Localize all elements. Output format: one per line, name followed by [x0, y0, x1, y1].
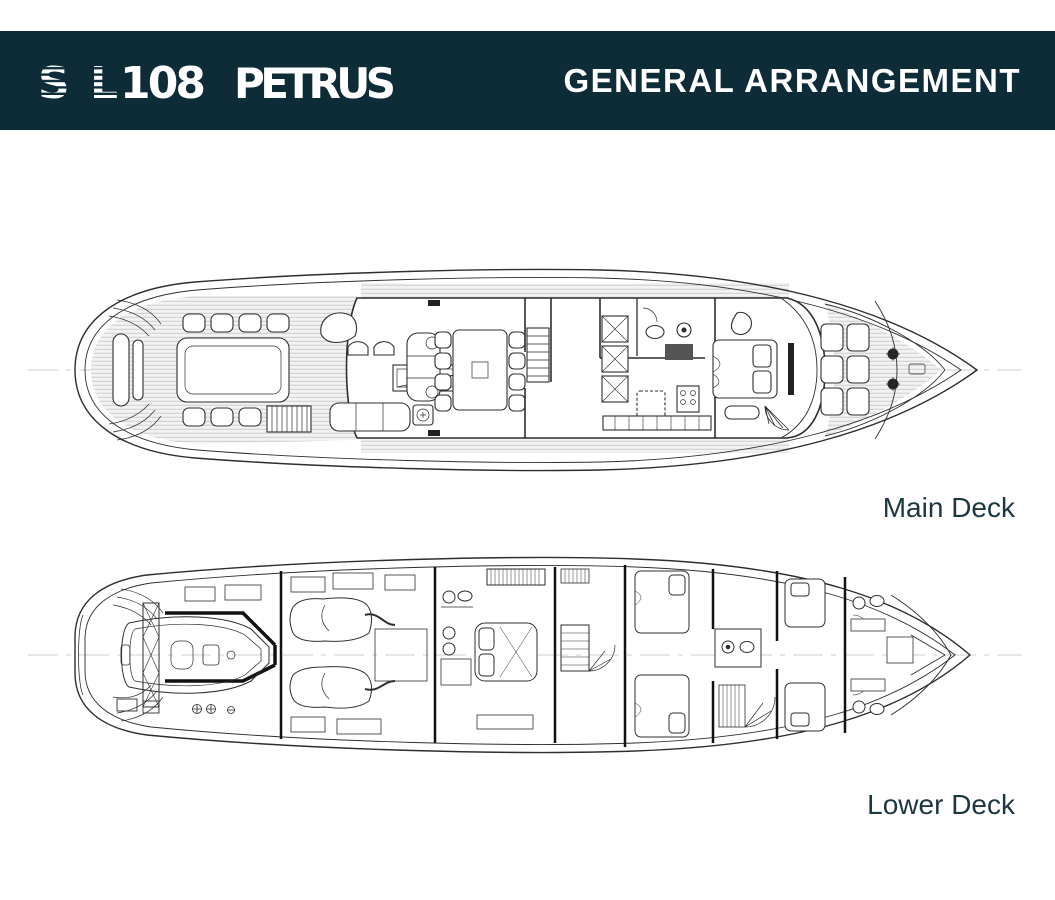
lower-deck-plan — [25, 541, 1025, 769]
galley-stove — [677, 386, 699, 412]
vip-cabin — [441, 569, 545, 729]
pantry-cabinets — [602, 316, 628, 402]
owner-headboard-cabinet — [788, 343, 794, 395]
main-deck-drawing — [25, 256, 1025, 484]
lower-deck-label: Lower Deck — [867, 789, 1015, 820]
capstans — [192, 704, 235, 714]
tender-garage — [121, 585, 275, 714]
vip-wardrobe — [487, 569, 545, 585]
page-title: GENERAL ARRANGEMENT — [563, 62, 1021, 99]
transom-seat — [133, 340, 143, 400]
guest-cabins — [625, 565, 775, 747]
staircase-fan — [561, 625, 615, 671]
salon-sofa-aft — [330, 403, 410, 431]
deck-hatch — [225, 585, 261, 600]
port-engine — [290, 598, 395, 641]
header-bar — [0, 31, 1055, 130]
guest-bed-port — [635, 571, 689, 633]
aft-deck-stairs-down — [267, 406, 311, 432]
aft-curved-sofa — [321, 313, 357, 343]
vip-sofa — [477, 715, 533, 729]
fwd-cabin-bed-starboard — [785, 683, 825, 731]
salon-side-table — [413, 405, 433, 425]
salon-armchair — [374, 342, 394, 355]
vip-desk — [441, 659, 471, 685]
main-deck-plan — [25, 256, 1025, 484]
lower-deck-drawing — [25, 541, 1025, 769]
interior-staircase — [527, 328, 549, 382]
brand-logo — [38, 31, 458, 130]
yacht-name-text: PETRUS — [234, 59, 396, 108]
galley-island — [637, 391, 665, 419]
galley-counter-sink — [665, 344, 693, 360]
fwd-cabin-bed-port — [785, 579, 825, 627]
vip-bathroom — [441, 591, 473, 685]
starboard-engine — [290, 667, 395, 708]
aft-dining-table — [177, 338, 289, 402]
dining-table — [453, 330, 507, 410]
transom-bench — [113, 334, 129, 406]
brand-model-text: 108 — [120, 58, 206, 109]
owner-bed — [713, 340, 777, 398]
brand-series-text: SL — [38, 58, 118, 109]
crew-stair-fan — [719, 685, 775, 727]
main-deck-label: Main Deck — [882, 492, 1015, 523]
center-bathroom — [715, 629, 761, 667]
salon-armchair — [348, 342, 368, 355]
deck-hatch — [185, 587, 215, 601]
guest-bed-starboard — [635, 675, 689, 737]
owner-bench — [725, 406, 759, 419]
vip-bed — [475, 623, 537, 681]
